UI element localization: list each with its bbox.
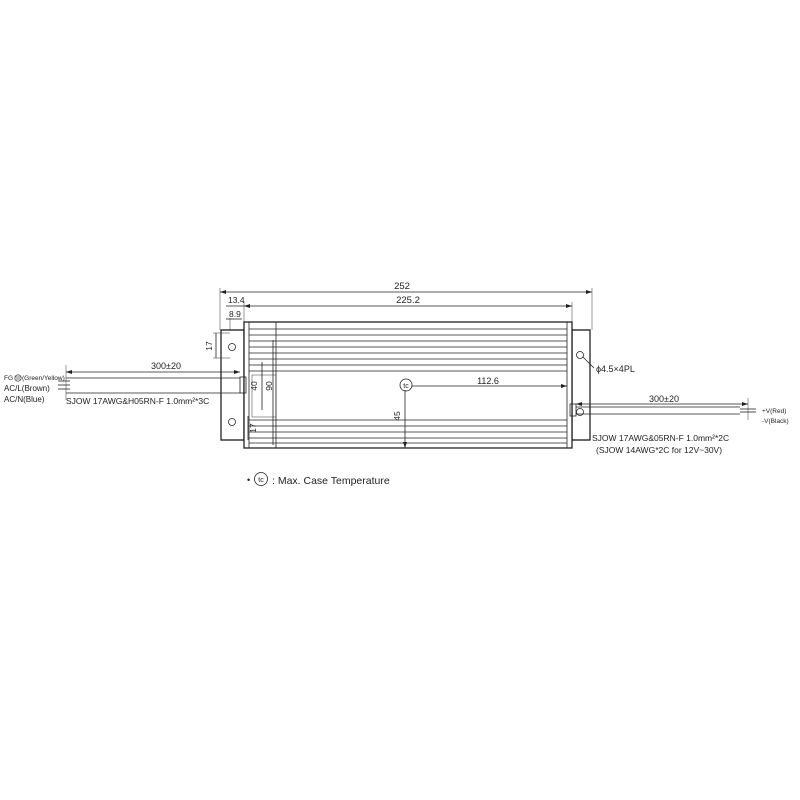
center-height-label: 45 <box>392 411 402 421</box>
lead-positive: +V(Red) <box>762 408 787 415</box>
legend-symbol: tc <box>258 477 264 484</box>
input-lead-labels <box>4 375 65 404</box>
legend <box>247 473 390 488</box>
dim-body-length <box>244 295 572 326</box>
center-length-label: 112.6 <box>477 376 499 386</box>
dim-left-offset-outer <box>226 295 245 306</box>
output-cable <box>576 394 756 455</box>
legend-bullet: • <box>247 475 251 485</box>
fg-color: (Green/Yellow) <box>22 375 65 382</box>
left-offset-inner-label: 8.9 <box>229 309 241 319</box>
overall-length-label: 252 <box>394 281 410 292</box>
lead-neutral: AC/N(Blue) <box>4 395 45 404</box>
fg-prefix: FG <box>4 375 14 382</box>
hole-spec-callout <box>583 357 635 374</box>
output-lead-labels <box>762 408 789 425</box>
hole-spec-label: ϕ4.5×4PL <box>596 364 635 374</box>
input-cable-length-label: 300±20 <box>151 361 181 371</box>
outer-height-label: 90 <box>264 381 274 391</box>
legend-text: : Max. Case Temperature <box>272 475 390 487</box>
mount-bottom-label: 17 <box>248 423 258 433</box>
output-cable-spec-2: (SJOW 14AWG*2C for 12V~30V) <box>596 445 723 455</box>
lead-line: AC/L(Brown) <box>4 384 50 393</box>
output-cable-spec-1: SJOW 17AWG&05RN-F 1.0mm²*2C <box>592 433 730 443</box>
lead-negative: -V(Black) <box>762 418 789 425</box>
body-length-label: 225.2 <box>396 295 420 306</box>
mount-top-label: 17 <box>204 341 214 351</box>
left-offset-outer-label: 13.4 <box>228 295 245 305</box>
output-cable-length-label: 300±20 <box>649 394 679 404</box>
inner-height-label: 40 <box>249 381 259 391</box>
input-cable-spec: SJOW 17AWG&H05RN-F 1.0mm²*3C <box>66 396 210 406</box>
tc-marker-label: tc <box>403 383 409 390</box>
ground-icon <box>15 375 21 381</box>
dim-left-offset-inner <box>226 309 242 330</box>
input-cable <box>58 361 240 406</box>
